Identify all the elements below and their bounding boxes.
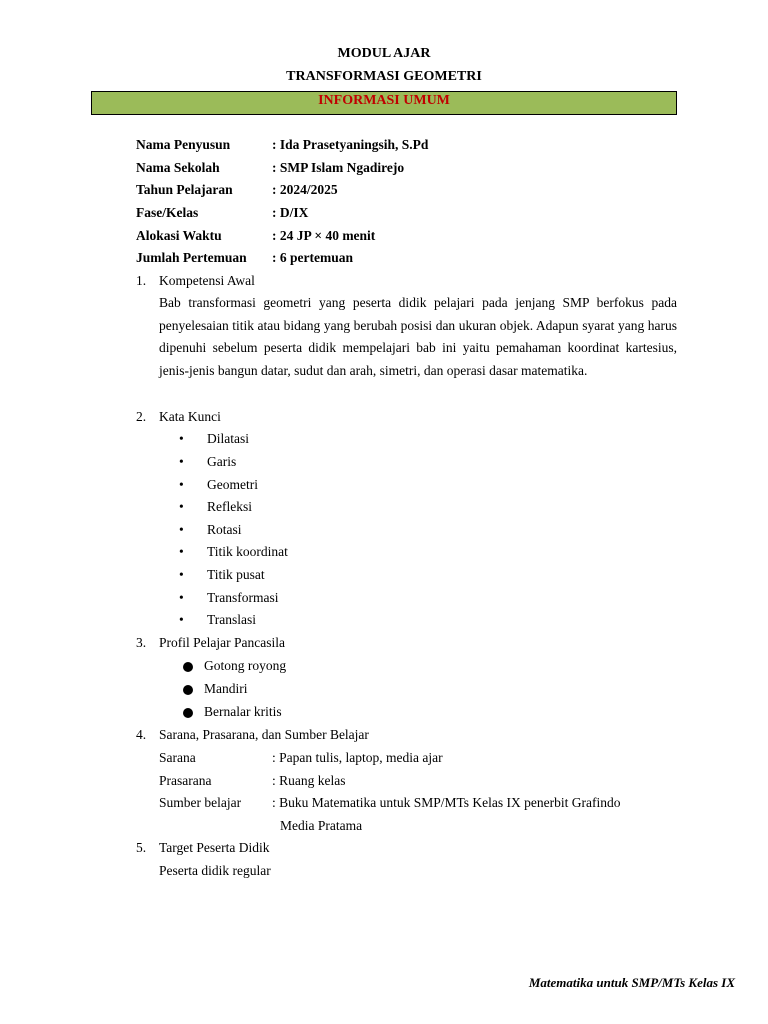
section-heading: Kata Kunci: [159, 409, 221, 424]
bullet-icon: •: [179, 612, 184, 627]
page-footer: Matematika untuk SMP/MTs Kelas IX: [528, 975, 735, 990]
info-label: Jumlah Pertemuan: [136, 250, 247, 265]
bullet-icon: •: [179, 522, 184, 537]
section-heading: Sarana, Prasarana, dan Sumber Belajar: [159, 727, 369, 742]
bullet-icon: •: [179, 454, 184, 469]
info-label: Alokasi Waktu: [136, 228, 222, 243]
target-text: Peserta didik regular: [159, 863, 271, 878]
section-number: 5.: [136, 840, 147, 855]
list-item: Bernalar kritis: [204, 704, 282, 719]
resource-label: Prasarana: [159, 773, 212, 788]
section-heading: Target Peserta Didik: [159, 840, 270, 855]
bullet-dot-icon: [183, 662, 193, 672]
resource-label: Sumber belajar: [159, 795, 242, 810]
bullet-dot-icon: [183, 708, 193, 718]
section-paragraph: Bab transformasi geometri yang peserta didik pelajari pada jenjang SMP berfokus pada penyelesaian titik atau bidang yang berubah posisi dan ukuran objek. Adapun syarat yang harus dipenuhi sebelum peserta didik mempelajari bab ini yaitu pemahaman koordinat kartesius, jenis-jenis bangun datar, sudut dan arah, simetri, dan operasi dasar matematika.: [159, 295, 677, 378]
section-heading: Profil Pelajar Pancasila: [159, 635, 285, 650]
bullet-icon: •: [179, 544, 184, 559]
resource-value: : Buku Matematika untuk SMP/MTs Kelas IX penerbit Grafindo: [272, 795, 621, 810]
list-item: Titik koordinat: [207, 544, 288, 559]
info-value: : SMP Islam Ngadirejo: [272, 160, 405, 175]
bullet-icon: •: [179, 567, 184, 582]
info-label: Nama Penyusun: [136, 137, 231, 152]
list-item: Translasi: [207, 612, 257, 627]
document-title: MODUL AJAR: [337, 46, 431, 61]
section-number: 1.: [136, 273, 147, 288]
list-item: Refleksi: [207, 499, 252, 514]
resource-value-continued: Media Pratama: [280, 818, 363, 833]
list-item: Geometri: [207, 477, 258, 492]
bullet-icon: •: [179, 499, 184, 514]
info-value: : D/IX: [272, 205, 309, 220]
list-item: Titik pusat: [207, 567, 265, 582]
info-value: : 2024/2025: [272, 182, 338, 197]
info-label: Nama Sekolah: [136, 160, 220, 175]
bullet-icon: •: [179, 431, 184, 446]
bullet-dot-icon: [183, 685, 193, 695]
section-number: 3.: [136, 635, 147, 650]
list-item: Rotasi: [207, 522, 242, 537]
info-value: : 24 JP × 40 menit: [272, 228, 376, 243]
info-label: Tahun Pelajaran: [136, 182, 233, 197]
section-heading: Kompetensi Awal: [159, 273, 255, 288]
list-item: Garis: [207, 454, 237, 469]
info-value: : Ida Prasetyaningsih, S.Pd: [272, 137, 429, 152]
list-item: Transformasi: [207, 590, 279, 605]
section-banner: INFORMASI UMUM: [91, 91, 677, 115]
document-subtitle: TRANSFORMASI GEOMETRI: [286, 69, 482, 84]
bullet-icon: •: [179, 477, 184, 492]
resource-label: Sarana: [159, 750, 196, 765]
list-item: Dilatasi: [207, 431, 249, 446]
info-label: Fase/Kelas: [136, 205, 199, 220]
list-item: Gotong royong: [204, 658, 287, 673]
section-number: 2.: [136, 409, 147, 424]
list-item: Mandiri: [204, 681, 248, 696]
resource-value: : Papan tulis, laptop, media ajar: [272, 750, 443, 765]
section-number: 4.: [136, 727, 147, 742]
bullet-icon: •: [179, 590, 184, 605]
resource-value: : Ruang kelas: [272, 773, 346, 788]
info-value: : 6 pertemuan: [272, 250, 353, 265]
